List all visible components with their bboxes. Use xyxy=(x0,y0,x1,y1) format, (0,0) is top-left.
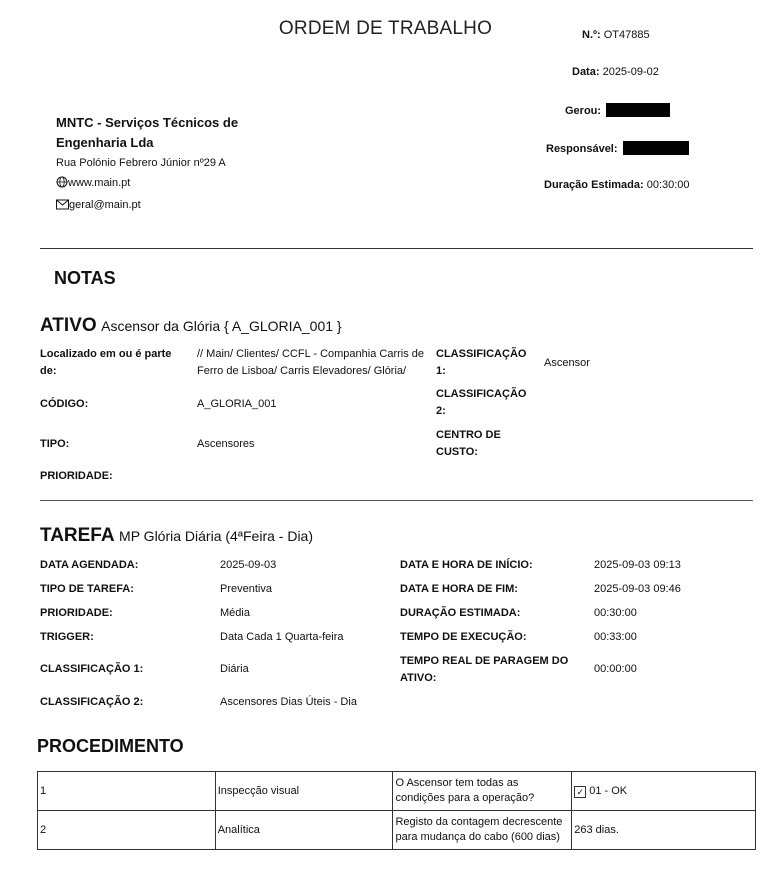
asset-code-label: CÓDIGO: xyxy=(40,398,89,410)
order-number xyxy=(582,29,650,41)
table-row xyxy=(38,772,756,811)
email-text: geral@main.pt xyxy=(69,199,141,211)
task-scheduled-label: DATA AGENDADA: xyxy=(40,559,139,571)
estimated-duration-value: 00:30:00 xyxy=(646,179,690,191)
task-exec-time-value: 00:33:00 xyxy=(594,631,637,643)
task-type-label: TIPO DE TAREFA: xyxy=(40,583,134,595)
asset-name: Ascensor da Glória { A_GLORIA_001 } xyxy=(101,318,342,334)
procedure-question: Registo da contagem decrescente para mudança do cabo (600 dias) xyxy=(393,811,572,850)
procedure-heading: PROCEDIMENTO xyxy=(37,736,184,756)
redacted-name xyxy=(623,141,689,155)
responsible-label: Responsável: xyxy=(546,143,618,155)
generated-by xyxy=(565,103,670,117)
redacted-name xyxy=(606,103,670,117)
asset-heading-label: ATIVO xyxy=(40,315,97,336)
asset-cost-center-label: CENTRO DE CUSTO: xyxy=(436,429,501,458)
task-start-label: DATA E HORA DE INÍCIO: xyxy=(400,559,533,571)
order-date xyxy=(572,66,659,78)
procedure-num: 2 xyxy=(38,811,216,850)
order-number-value: OT47885 xyxy=(603,29,650,41)
document-title: ORDEM DE TRABALHO xyxy=(278,18,493,39)
estimated-duration xyxy=(544,179,690,191)
procedure-answer: 01 - OK xyxy=(589,784,628,797)
task-name: MP Glória Diária (4ªFeira - Dia) xyxy=(119,528,314,544)
procedure-question: O Ascensor tem todas as condições para a operação? xyxy=(393,772,572,811)
asset-type-value: Ascensores xyxy=(197,438,255,450)
task-class1-label: CLASSIFICAÇÃO 1: xyxy=(40,663,144,675)
asset-class1-value: Ascensor xyxy=(544,357,590,369)
asset-class1-label: CLASSIFICAÇÃO 1: xyxy=(436,348,527,377)
task-est-duration-value: 00:30:00 xyxy=(594,607,637,619)
task-heading xyxy=(40,525,313,547)
website-text: www.main.pt xyxy=(68,177,131,189)
task-trigger-label: TRIGGER: xyxy=(40,631,94,643)
task-trigger-value: Data Cada 1 Quarta-feira xyxy=(220,631,344,643)
company-website[interactable] xyxy=(56,176,130,189)
task-heading-label: TAREFA xyxy=(40,525,115,546)
task-class2-value: Ascensores Dias Úteis - Dia xyxy=(220,696,357,708)
task-downtime-label: TEMPO REAL DE PARAGEM DO ATIVO: xyxy=(400,655,569,684)
asset-code-value: A_GLORIA_001 xyxy=(197,398,277,410)
task-scheduled-value: 2025-09-03 xyxy=(220,559,277,571)
task-end-label: DATA E HORA DE FIM: xyxy=(400,583,518,595)
checkbox-checked-icon[interactable]: ✓ xyxy=(574,786,586,798)
task-priority-label: PRIORIDADE: xyxy=(40,607,113,619)
company-email[interactable] xyxy=(56,199,141,211)
procedure-type: Analítica xyxy=(215,811,393,850)
order-date-value: 2025-09-02 xyxy=(602,66,659,78)
asset-divider xyxy=(40,500,753,501)
task-downtime-value: 00:00:00 xyxy=(594,663,637,675)
estimated-duration-label: Duração Estimada: xyxy=(544,179,644,191)
task-start-value: 2025-09-03 09:13 xyxy=(594,559,681,571)
table-row xyxy=(38,811,756,850)
task-class1-value: Diária xyxy=(220,663,249,675)
asset-location-value: // Main/ Clientes/ CCFL - Companhia Carris de Ferro de Lisboa/ Carris Elevadores/ Glória/ xyxy=(197,348,425,377)
task-class2-label: CLASSIFICAÇÃO 2: xyxy=(40,696,144,708)
procedure-type: Inspecção visual xyxy=(215,772,393,811)
order-number-label: N.º: xyxy=(582,29,601,41)
task-est-duration-label: DURAÇÃO ESTIMADA: xyxy=(400,607,521,619)
procedure-answer-cell xyxy=(572,772,756,811)
asset-heading xyxy=(40,315,342,337)
header-divider xyxy=(40,248,753,249)
asset-type-label: TIPO: xyxy=(40,438,70,450)
asset-location-label: Localizado em ou é parte de: xyxy=(40,348,172,377)
task-exec-time-label: TEMPO DE EXECUÇÃO: xyxy=(400,631,527,643)
order-date-label: Data: xyxy=(572,66,600,78)
globe-icon xyxy=(56,176,68,188)
notes-heading: NOTAS xyxy=(54,268,116,288)
asset-priority-label: PRIORIDADE: xyxy=(40,470,113,482)
procedure-answer: 263 dias. xyxy=(572,811,756,850)
procedure-table xyxy=(37,771,756,850)
task-end-value: 2025-09-03 09:46 xyxy=(594,583,681,595)
asset-class2-label: CLASSIFICAÇÃO 2: xyxy=(436,388,527,417)
procedure-num: 1 xyxy=(38,772,216,811)
company-name: MNTC - Serviços Técnicos de Engenharia Lda xyxy=(56,115,239,150)
generated-by-label: Gerou: xyxy=(565,105,602,117)
task-type-value: Preventiva xyxy=(220,583,272,595)
mail-icon xyxy=(56,199,69,210)
responsible xyxy=(546,141,689,155)
task-priority-value: Média xyxy=(220,607,250,619)
company-address: Rua Polónio Febrero Júnior nº29 A xyxy=(56,157,226,169)
